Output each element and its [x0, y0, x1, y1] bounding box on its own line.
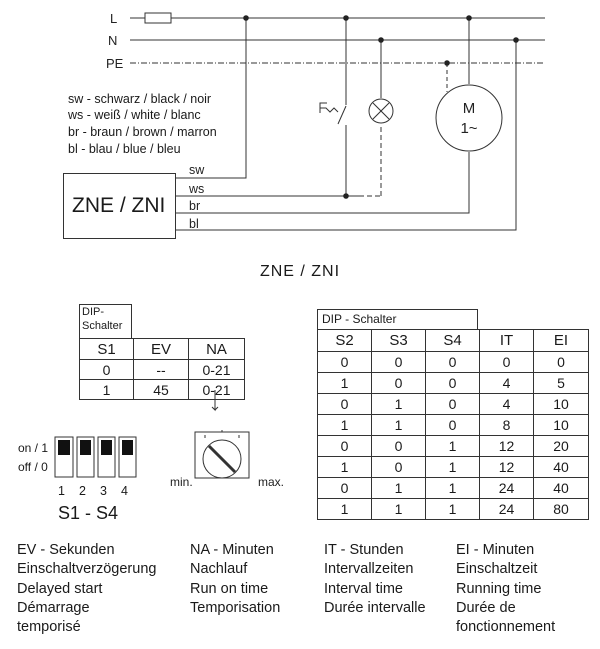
header-cell: S1 [80, 339, 134, 360]
legend-text: Interval time [324, 580, 403, 597]
legend-text: Einschaltzeit [456, 561, 538, 578]
legend-text: Run on time [190, 580, 269, 597]
dip-caption: S1 - S4 [58, 503, 119, 523]
table-cell: 4 [480, 394, 534, 415]
junction-dot [343, 193, 349, 199]
table-cell: 0 [426, 394, 480, 415]
line-label-n: N [108, 33, 118, 48]
dip-switch-2-lever [80, 440, 91, 455]
table-cell: 0 [426, 415, 480, 436]
table-cell: 1 [426, 457, 480, 478]
table-cell: 0 [426, 352, 480, 373]
junction-dot [343, 15, 349, 21]
wire-label: br [189, 199, 201, 213]
legend-text: Intervallzeiten [324, 561, 414, 578]
table-row [318, 352, 589, 373]
legend-text: fonctionnement [456, 619, 556, 636]
table-cell: 0-21 [189, 360, 245, 380]
diagram-title: ZNE / ZNI [259, 263, 341, 280]
dip-number: 2 [79, 484, 86, 498]
table-cell: 0 [318, 352, 372, 373]
table-cell: 0 [372, 457, 426, 478]
dip-switch-1-lever [58, 440, 70, 455]
switch-actuator [320, 108, 338, 112]
table-header-row [318, 330, 589, 352]
table-row [318, 373, 589, 394]
dip-number: 3 [100, 484, 107, 498]
table-cell: 10 [534, 415, 589, 436]
header-cell: S3 [372, 330, 426, 352]
device-box [63, 173, 176, 239]
small-table-caption-line1: DIP- [82, 306, 104, 318]
table-cell: 20 [534, 436, 589, 457]
knob-diagram [160, 385, 300, 495]
switch-blade [338, 106, 346, 124]
junction-dot [243, 15, 249, 21]
table-cell: 24 [480, 478, 534, 499]
junction-dot [378, 37, 384, 43]
small-table-caption [79, 304, 132, 338]
table-cell: 5 [534, 373, 589, 394]
knob-ticks [205, 430, 239, 438]
table-cell: 1 [426, 499, 480, 520]
table-cell: 1 [80, 380, 134, 400]
table-row [318, 436, 589, 457]
header-cell: S2 [318, 330, 372, 352]
table-cell: 0 [318, 478, 372, 499]
dip-off-label: off / 0 [18, 460, 48, 474]
header-cell: EI [534, 330, 589, 352]
legend-text: Démarrage [17, 599, 90, 616]
junction-dot [444, 60, 450, 66]
legend-column-na [190, 541, 280, 618]
table-cell: 1 [318, 457, 372, 478]
knob-min-label: min. [170, 475, 193, 489]
table-row [318, 394, 589, 415]
table-cell: -- [134, 360, 189, 380]
header-cell: NA [189, 339, 245, 360]
table-cell: 80 [534, 499, 589, 520]
legend-text: IT - Stunden [324, 542, 404, 558]
table-cell: 0 [318, 394, 372, 415]
legend-br: br - braun / brown / marron [68, 125, 217, 139]
legend-column-ev [17, 541, 156, 637]
table-cell: 40 [534, 478, 589, 499]
table-cell: 12 [480, 436, 534, 457]
legend-text: EI - Minuten [456, 542, 535, 558]
table-cell: 0 [372, 436, 426, 457]
table-cell: 1 [426, 436, 480, 457]
legend-text: Delayed start [17, 580, 103, 597]
junction-dot [513, 37, 519, 43]
table-row [318, 415, 589, 436]
line-label-pe: PE [106, 56, 124, 71]
motor [436, 85, 502, 151]
wire-label: sw [189, 163, 205, 177]
dip-switch-3-lever [101, 440, 112, 455]
legend-text: NA - Minuten [190, 542, 274, 558]
legend-ws: ws - weiß / white / blanc [68, 108, 201, 122]
legend-column-it [324, 541, 426, 618]
wire-label: bl [189, 217, 199, 231]
header-cell: S4 [426, 330, 480, 352]
legend-text: temporisé [17, 619, 81, 636]
wire-br [176, 152, 469, 213]
table-cell: 1 [372, 394, 426, 415]
dip-number: 1 [58, 484, 65, 498]
legend-sw: sw - schwarz / black / noir [68, 92, 212, 106]
table-cell: 1 [372, 415, 426, 436]
table-cell: 0 [318, 436, 372, 457]
table-cell: 45 [134, 380, 189, 400]
pointer-arrow [212, 390, 218, 410]
line-label-l: L [110, 11, 118, 26]
knob-max-label: max. [258, 475, 285, 489]
table-row [318, 478, 589, 499]
table-cell: 0 [372, 373, 426, 394]
header-cell: IT [480, 330, 534, 352]
motor-label-phase: 1~ [460, 120, 478, 137]
table-cell: 1 [372, 499, 426, 520]
legend-text: Temporisation [190, 599, 281, 616]
table-cell: 8 [480, 415, 534, 436]
big-table-caption: DIP - Schalter [317, 309, 478, 329]
table-row [318, 499, 589, 520]
header-cell: EV [134, 339, 189, 360]
table-cell: 0 [372, 352, 426, 373]
legend-text: Durée intervalle [324, 599, 426, 616]
device-label: ZNE / ZNI [72, 194, 166, 217]
wire-label: ws [189, 182, 205, 196]
legend-text: Nachlauf [190, 561, 248, 578]
table-cell: 24 [480, 499, 534, 520]
big-table [317, 329, 589, 520]
table-cell: 0-21 [189, 380, 245, 400]
table-cell: 1 [372, 478, 426, 499]
dip-switch-block [54, 436, 144, 480]
small-table-caption-line2: Schalter [82, 320, 123, 332]
fuse [145, 13, 171, 23]
legend-text: Einschaltverzögerung [17, 561, 157, 578]
legend-text: Running time [456, 580, 542, 597]
table-cell: 1 [426, 478, 480, 499]
table-cell: 1 [318, 499, 372, 520]
legend-column-ei [456, 541, 555, 637]
legend-text: EV - Sekunden [17, 542, 115, 558]
table-cell: 0 [534, 352, 589, 373]
junction-dot [466, 15, 472, 21]
legend-text: Durée de [456, 599, 516, 616]
table-cell: 12 [480, 457, 534, 478]
motor-label-m: M [462, 100, 476, 117]
table-cell: 4 [480, 373, 534, 394]
table-cell: 0 [426, 373, 480, 394]
table-cell: 0 [480, 352, 534, 373]
legend-bl: bl - blau / blue / bleu [68, 142, 181, 156]
dip-switch-4-lever [122, 440, 133, 455]
table-cell: 1 [318, 415, 372, 436]
table-cell: 10 [534, 394, 589, 415]
table-row [80, 360, 245, 380]
table-cell: 40 [534, 457, 589, 478]
dip-on-label: on / 1 [18, 441, 49, 455]
table-row [318, 457, 589, 478]
table-cell: 1 [318, 373, 372, 394]
table-header-row [80, 339, 245, 360]
dip-number: 4 [121, 484, 128, 498]
table-cell: 0 [80, 360, 134, 380]
